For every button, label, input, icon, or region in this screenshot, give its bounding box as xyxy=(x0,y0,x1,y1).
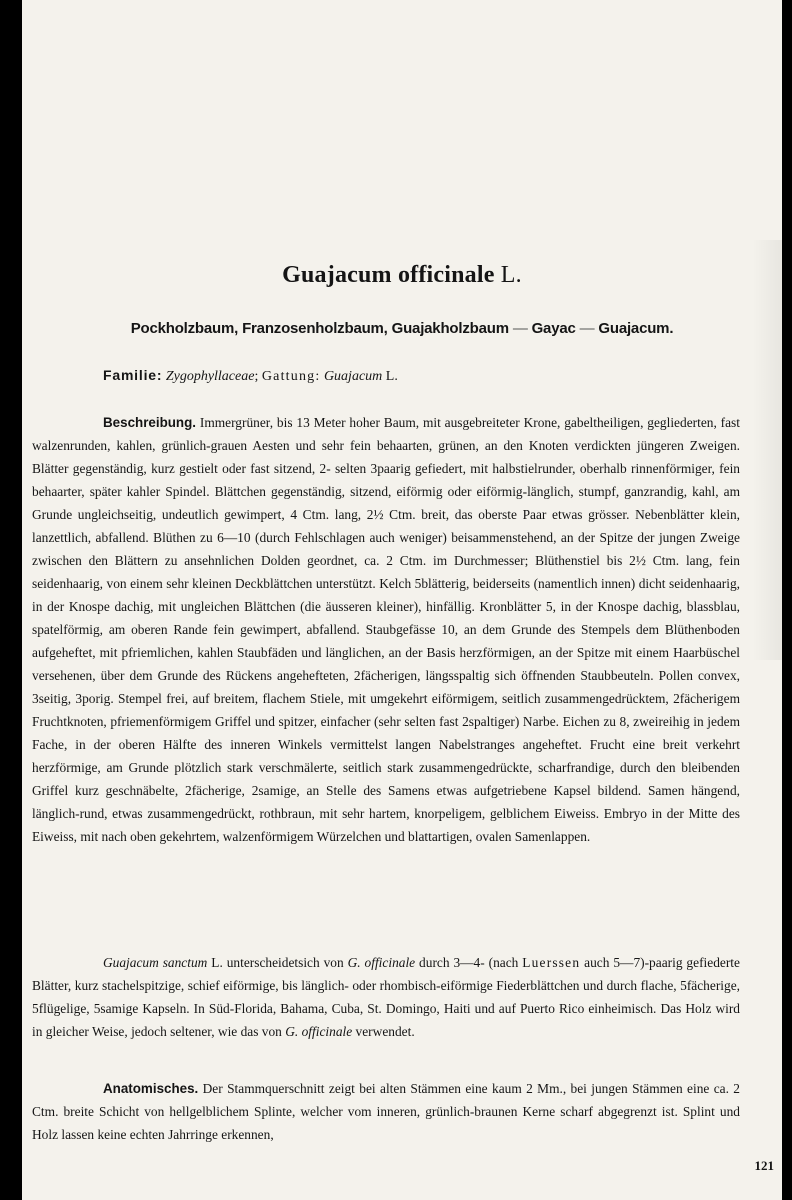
description-heading: Beschreibung. xyxy=(103,415,197,431)
gattung-label: Gattung: xyxy=(261,369,321,384)
sanctum-text: durch 3—4- (nach xyxy=(419,955,519,971)
familie-label: Familie: xyxy=(103,367,163,383)
page-number: 121 xyxy=(754,1158,774,1173)
common-names xyxy=(22,320,782,337)
separator: ; xyxy=(254,369,259,384)
anatomy-text: Der Stammquerschnitt zeigt bei alten Stämmen eine kaum 2 Mm., bei jungen Stämmen eine ca. 2 Ctm. breite Schicht von hellgelblichem Splinte, welcher vom inneren, grünlich-braunen Kerne scharf abgegrenzt ist. Splint und Holz lassen keine echten Jahrringe erkennen, xyxy=(32,1081,740,1143)
dash-separator: — xyxy=(512,320,528,337)
sanctum-text: verwendet. xyxy=(355,1024,415,1040)
description-text: Immergrüner, bis 13 Meter hoher Baum, mit ausgebreiteter Krone, gabeltheiligen, gegliederten, fast walzenrunden, kahlen, grünlich-grauen Aesten und sehr fein behaarten, grünen, an den Knoten verdickten jüngeren Zweigen. Blätter gegenständig, kurz gestielt oder fast sitzend, 2- selten 3paarig gefiedert, mit halbstielrunder, oberhalb rinnenförmiger, fein behaarter, später kahler Spindel. Blättchen gegenständig, sitzend, eiförmig oder eiförmig-länglich, stumpf, ganzrandig, kahl, am Grunde ungleichseitig, undeutlich gewimpert, 4 Ctm. lang, 2½ Ctm. breit, das oberste Paar etwas grösser. Nebenblätter klein, lanzettlich, abfallend. Blüthen zu 6—10 (durch Fehlschlagen auch weniger) beisammenstehend, an der Spitze der jungen Zweige zwischen den Blättern zu ansehnlichen Dolden geordnet, ca. 2 Ctm. im Durchmesser; Blüthenstiel bis 2½ Ctm. lang, fein seidenhaarig, von einem sehr kleinen Deckblättchen unterstützt. Kelch 5blätterig, beiderseits (namentlich innen) dicht seidenhaarig, in der Knospe dachig, mit ungleichen Blättchen (die äusseren kleiner), hinfällig. Kronblätter 5, in der Knospe dachig, blassblau, spatelförmig, am oberen Rande fein gewimpert, abfallend. Staubgefässe 10, an dem Grunde des Stempels dem Blüthenboden aufgeheftet, mit pfriemlichen, kahlen Staubfäden und länglichen, an der Basis herzförmigen, an der Spitze mit einem Haarbüschel versehenen, über dem Grunde des Rückens angehefteten, 2fächerigen, längsspaltig sich öffnenden Staubbeuteln. Pollen convex, 3seitig, 3porig. Stempel frei, auf breitem, flachem Stiele, mit umgekehrt eiförmigem, seitlich zusammengedrücktem, 2fächerigem Fruchtknoten, pfriemenförmigem Griffel und spitzer, einfacher (sehr selten fast 2spaltiger) Narbe. Eichen zu 8, zweireihig in jedem Fache, in der oberen Hälfte des inneren Winkels vermittelst langen Nabelstranges angeheftet. Frucht eine breit verkehrt herzförmige, am Grunde plötzlich stark verschmälerte, seitlich stark zusammengedrückte, scharfrandige, durch den bleibenden Griffel kurz geschnäbelte, 2fächerige, 2samige, an Stelle des Samens etwas aufgetriebene Kapsel bildend. Samen hängend, länglich-rund, etwas zusammengedrückt, rothbraun, mit sehr hartem, knorpeligem, gelblichem Eiweiss. Embryo in der Mitte des Eiweiss, mit nach oben gekehrtem, walzenförmigem Würzelchen und blattartigen, ovalen Samenlappen. xyxy=(32,415,740,845)
dash-separator: — xyxy=(579,320,595,337)
german-names: Pockholzbaum, Franzosenholzbaum, Guajakholzbaum xyxy=(130,320,509,337)
page-title xyxy=(22,262,782,289)
sanctum-text: unterscheidetsich von xyxy=(226,955,344,971)
species-reference: G. officinale xyxy=(285,1024,353,1040)
author-reference: Luerssen xyxy=(522,955,581,971)
french-name: Gayac xyxy=(531,320,576,337)
genus-name: Guajacum xyxy=(323,369,383,384)
sanctum-author: L. xyxy=(211,955,223,971)
anatomy-heading: Anatomisches. xyxy=(103,1081,199,1097)
species-reference: G. officinale xyxy=(347,955,416,971)
latin-name: Guajacum. xyxy=(598,320,674,337)
description-paragraph xyxy=(32,411,740,848)
family-name: Zygophyllaceae xyxy=(165,369,255,384)
anatomy-paragraph xyxy=(32,1077,740,1146)
bleed-through-shadow xyxy=(752,240,782,660)
taxonomy-line xyxy=(103,367,398,385)
book-page xyxy=(22,0,782,1200)
genus-author: L. xyxy=(385,369,398,384)
species-author: L. xyxy=(500,262,522,288)
sanctum-paragraph xyxy=(32,951,740,1043)
sanctum-species: Guajacum sanctum xyxy=(103,955,208,971)
species-name: Guajacum officinale xyxy=(282,262,495,288)
sanctum-text: auch 5—7)-paarig gefiederte Blätter, kurz stachelspitzige, schief eiförmige, bis länglich- oder rhombisch-eiförmige Fiederblättchen und durch flache, 5fächerige, 5flügelige, 5samige Kapseln. In Süd-Florida, Bahama, Cuba, St. Domingo, Haiti und auf Puerto Rico einheimisch. Das Holz wird in gleicher Weise, jedoch seltener, wie das von xyxy=(32,955,740,1040)
